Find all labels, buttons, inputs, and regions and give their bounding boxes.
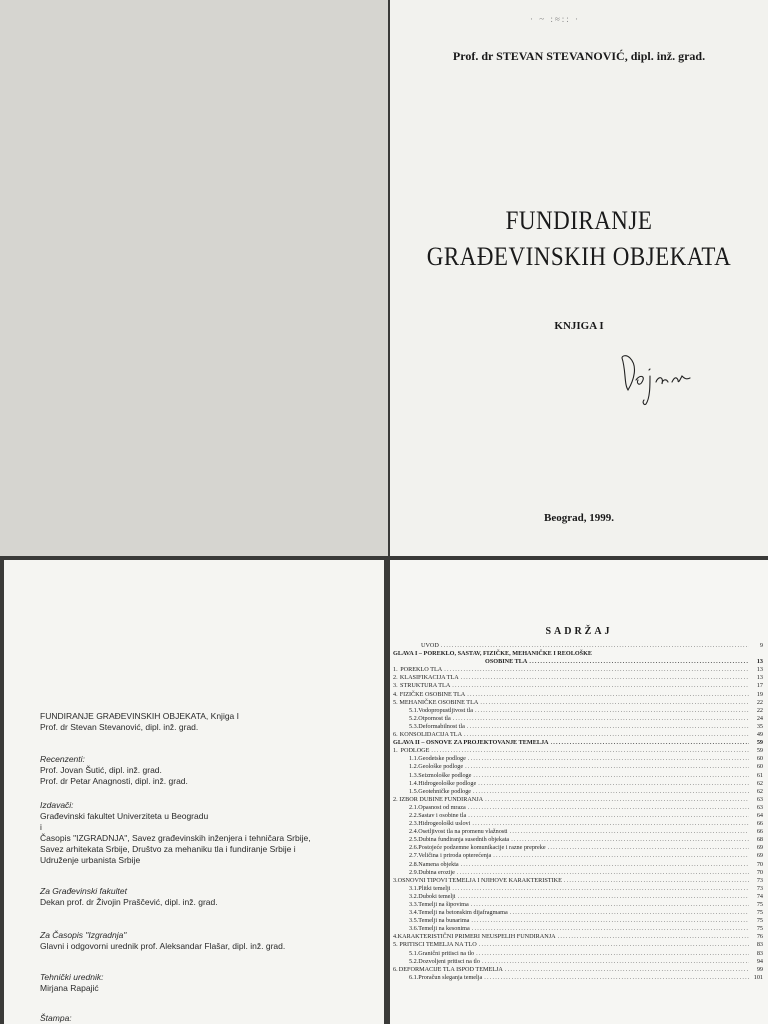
toc-entry-number: 2.4. bbox=[409, 828, 419, 836]
toc-entry bbox=[393, 755, 763, 763]
toc-leader-dots bbox=[476, 950, 749, 958]
toc-entry bbox=[393, 804, 763, 812]
toc-entry bbox=[393, 731, 763, 739]
toc-entry bbox=[393, 966, 763, 974]
toc-entry bbox=[393, 836, 763, 844]
toc-entry-page: 70 bbox=[756, 860, 763, 868]
toc-entry-page: 24 bbox=[756, 714, 763, 722]
toc-entry bbox=[393, 901, 763, 909]
toc-leader-dots bbox=[558, 933, 749, 941]
journal-person: Glavni i odgovorni urednik prof. Aleksandar Flašar, dipl. inž. grad. bbox=[40, 941, 286, 951]
toc-entry-page: 9 bbox=[759, 642, 763, 649]
toc-entry-title: Dozvoljeni pritisci na tlo bbox=[418, 957, 480, 965]
toc-entry-page: 49 bbox=[756, 731, 763, 739]
toc-entry-page: 94 bbox=[756, 957, 763, 965]
toc-entry-page: 59 bbox=[756, 747, 763, 755]
toc-entry-title: Otpornost tla bbox=[418, 714, 451, 722]
toc-entry-page: 99 bbox=[756, 965, 763, 973]
toc-leader-dots bbox=[511, 836, 749, 844]
imprint-journal-block bbox=[40, 930, 370, 952]
toc-entry-page: 60 bbox=[756, 763, 763, 771]
toc-entry bbox=[393, 699, 763, 707]
imprint-author: Prof. dr Stevan Stevanović, dipl. inž. grad. bbox=[40, 722, 199, 732]
toc-entry-number: 4. bbox=[393, 690, 398, 698]
toc-leader-dots bbox=[468, 755, 749, 763]
toc-entry-page: 61 bbox=[756, 771, 763, 779]
toc-leader-dots bbox=[564, 877, 749, 885]
book-title-line1: FUNDIRANJE bbox=[505, 206, 653, 235]
toc-entry-title: OSNOVNI TIPOVI TEMELJA I NJIHOVE KARAKTERISTIKE bbox=[397, 876, 562, 884]
imprint-faculty-block bbox=[40, 886, 370, 908]
toc-entry-page: 35 bbox=[756, 722, 763, 730]
toc-entry-title: Postojeće podzemne komunikacije i razne prepreke bbox=[418, 844, 546, 852]
toc-entry bbox=[393, 950, 763, 958]
toc-entry-number: 5.2. bbox=[409, 957, 419, 965]
toc-entry bbox=[393, 812, 763, 820]
reviewer-2: Prof. dr Petar Anagnosti, dipl. inž. grad. bbox=[40, 776, 188, 786]
toc-leader-dots bbox=[467, 723, 749, 731]
toc-entry-number: 6. bbox=[393, 965, 398, 973]
toc-entry-number: 2.7. bbox=[409, 852, 419, 860]
toc-entry bbox=[393, 852, 763, 860]
toc-entry-page: 17 bbox=[756, 682, 763, 690]
toc-entry bbox=[393, 674, 763, 682]
toc-entry-number: 5. bbox=[393, 941, 398, 949]
toc-entry-page: 63 bbox=[756, 795, 763, 803]
toc-entry-title: Dubina erozije bbox=[418, 868, 455, 876]
toc-leader-dots bbox=[529, 658, 749, 666]
toc-entry-number: 2.2. bbox=[409, 811, 419, 819]
toc-entry-page: 22 bbox=[756, 698, 763, 706]
toc-entry-number: 5.2. bbox=[409, 714, 419, 722]
toc-leader-dots bbox=[458, 893, 749, 901]
toc-entry-page: 13 bbox=[756, 666, 763, 674]
toc-entry-number: 5.1. bbox=[409, 706, 419, 714]
toc-entry bbox=[393, 974, 763, 982]
toc-leader-dots bbox=[484, 974, 749, 982]
toc-entry-page: 83 bbox=[756, 949, 763, 957]
toc-entry bbox=[393, 844, 763, 852]
place-year: Beograd, 1999. bbox=[544, 512, 614, 524]
toc-entry-title: Deformabilnost tla bbox=[418, 722, 465, 730]
toc-leader-dots bbox=[464, 731, 749, 739]
toc-leader-dots bbox=[485, 796, 749, 804]
toc-entry bbox=[393, 828, 763, 836]
toc-entry-title: GLAVA I – POREKLO, SASTAV, FIZIČKE, MEHANIČKE I REOLOŠKE bbox=[393, 650, 593, 658]
toc-leader-dots bbox=[453, 715, 749, 723]
toc-entry-title: Osetljivost tla na promenu vlažnosti bbox=[418, 828, 508, 836]
toc-leader-dots bbox=[461, 674, 749, 682]
toc-leader-dots bbox=[452, 682, 749, 690]
toc-entry-title: Plitki temelji bbox=[418, 884, 451, 892]
toc-entry bbox=[393, 861, 763, 869]
toc-entry-page: 73 bbox=[756, 876, 763, 884]
toc-entry-title: Dubina fundiranja susednih objekata bbox=[418, 836, 510, 844]
toc-entry-title: FIZIČKE OSOBINE TLA bbox=[399, 690, 466, 698]
toc-entry-page: 74 bbox=[756, 892, 763, 900]
toc-entry-number: 3. bbox=[393, 876, 398, 884]
toc-entry-number: 1.1. bbox=[409, 755, 419, 763]
toc-entry bbox=[393, 909, 763, 917]
toc-entry bbox=[393, 691, 763, 699]
toc-leader-dots bbox=[465, 763, 749, 771]
toc-entry-number: 5.3. bbox=[409, 722, 419, 730]
toc-entry-page: 83 bbox=[756, 941, 763, 949]
toc-leader-dots bbox=[457, 869, 749, 877]
toc-entry-title: OSOBINE TLA bbox=[485, 658, 528, 666]
toc-leader-dots bbox=[467, 691, 749, 699]
toc-entry-title: Temelji na bunarima bbox=[418, 917, 470, 925]
toc-entry bbox=[393, 658, 763, 666]
publisher-2a: Časopis "IZGRADNJA", Savez građevinskih inženjera i tehničara Srbije, bbox=[40, 833, 311, 843]
journal-label: Za Časopis "Izgradnja" bbox=[40, 930, 127, 940]
toc-entry-number: 1. bbox=[393, 747, 398, 755]
toc-entry-title: PRITISCI TEMELJA NA TLO bbox=[399, 941, 477, 949]
toc-entry-page: 62 bbox=[756, 779, 763, 787]
toc-entry-title: DEFORMACIJE TLA ISPOD TEMELJA bbox=[398, 965, 503, 973]
toc-entry-title: Geotehničke podloge bbox=[418, 787, 472, 795]
toc-entry-title: Seizmološke podloge bbox=[418, 771, 472, 779]
toc-entry-title: Granični pritisci na tlo bbox=[418, 949, 475, 957]
author-line: Prof. dr STEVAN STEVANOVIĆ, dipl. inž. grad. bbox=[452, 49, 706, 63]
toc-entry-number: 1. bbox=[393, 666, 398, 674]
toc-entry-page: 66 bbox=[756, 820, 763, 828]
toc-entry-page: 75 bbox=[756, 909, 763, 917]
toc-entry bbox=[393, 715, 763, 723]
toc-leader-dots bbox=[493, 852, 749, 860]
book-title-line2: GRAĐEVINSKIH OBJEKATA bbox=[426, 242, 732, 271]
toc-entry-title: Geodetske podloge bbox=[418, 755, 466, 763]
toc-entry-title: IZBOR DUBINE FUNDIRANJA bbox=[399, 795, 484, 803]
toc-leader-dots bbox=[480, 699, 749, 707]
toc-entry-page: 59 bbox=[756, 739, 763, 747]
toc-entry-page: 13 bbox=[756, 658, 763, 666]
tech-editor: Mirjana Rapajić bbox=[40, 983, 99, 993]
toc-heading: SADRŽAJ bbox=[545, 626, 613, 637]
toc-leader-dots bbox=[468, 812, 749, 820]
toc-entry-page: 60 bbox=[756, 755, 763, 763]
imprint-tech-block bbox=[40, 972, 370, 994]
toc-leader-dots bbox=[505, 966, 749, 974]
toc-leader-dots bbox=[473, 788, 749, 796]
toc-entry bbox=[393, 933, 763, 941]
toc-entry bbox=[393, 723, 763, 731]
publisher-2c: Udruženje urbanista Srbije bbox=[40, 855, 141, 865]
toc-entry-title: Temelji na kesonima bbox=[418, 925, 470, 933]
toc-entry bbox=[393, 869, 763, 877]
toc-entry-title: Vodopropustljivost tla bbox=[418, 706, 473, 714]
toc-entry bbox=[393, 796, 763, 804]
toc-leader-dots bbox=[471, 901, 749, 909]
toc-entry bbox=[393, 893, 763, 901]
toc-entry-number: 4. bbox=[393, 933, 398, 941]
reviewer-1: Prof. Jovan Šutić, dipl. inž. grad. bbox=[40, 765, 162, 775]
toc-entry-number: 2.8. bbox=[409, 860, 419, 868]
toc-entry bbox=[393, 917, 763, 925]
toc-entry-title: UVOD bbox=[421, 642, 439, 649]
toc-entry-page: 22 bbox=[756, 706, 763, 714]
toc-entry bbox=[393, 707, 763, 715]
title-page bbox=[390, 0, 768, 556]
toc-entry bbox=[393, 763, 763, 771]
toc-leader-dots bbox=[551, 739, 749, 747]
toc-entry-page: 64 bbox=[756, 811, 763, 819]
toc-entry bbox=[393, 958, 763, 966]
toc-leader-dots bbox=[468, 804, 749, 812]
toc-entry-page: 69 bbox=[756, 852, 763, 860]
toc-entry-title: Temelji na betonskim dijafragmama bbox=[418, 909, 508, 917]
toc-entry bbox=[393, 650, 763, 658]
toc-entry-title: Temelji na šipovima bbox=[418, 901, 469, 908]
toc-entry-number: 3.2. bbox=[409, 892, 419, 900]
toc-entry-page: 75 bbox=[756, 901, 763, 908]
faculty-person: Dekan prof. dr Živojin Praščević, dipl. inž. grad. bbox=[40, 897, 218, 907]
toc-entry-page: 62 bbox=[756, 787, 763, 795]
toc-entry-page: 63 bbox=[756, 803, 763, 811]
toc-entry-number: 3.4. bbox=[409, 909, 419, 917]
toc-leader-dots bbox=[444, 666, 749, 674]
volume-label: KNJIGA I bbox=[554, 320, 604, 332]
toc-entry-page: 66 bbox=[756, 828, 763, 836]
toc-entry bbox=[393, 885, 763, 893]
toc-entry-title: PODLOGE bbox=[400, 747, 430, 755]
toc-entry-title: GLAVA II – OSNOVE ZA PROJEKTOVANJE TEMELJA bbox=[393, 739, 549, 747]
toc-leader-dots bbox=[452, 885, 749, 893]
toc-entry-number: 2.5. bbox=[409, 836, 419, 844]
toc-entry-number: 2. bbox=[393, 674, 398, 682]
toc-entry-title: KONSOLIDACIJA TLA bbox=[399, 731, 463, 739]
toc-entry-title: Proračun sleganja temelja bbox=[418, 973, 483, 981]
toc-entry-title: POREKLO TLA bbox=[400, 666, 443, 674]
publisher-1: Građevinski fakultet Univerziteta u Beogradu bbox=[40, 811, 209, 821]
toc-entry-title: STRUKTURA TLA bbox=[400, 682, 451, 690]
toc-entry-number: 2.3. bbox=[409, 820, 419, 828]
toc-entry-title: Duboki temelji bbox=[418, 892, 456, 900]
toc-leader-dots bbox=[482, 958, 749, 966]
toc-entry-number: 3. bbox=[393, 682, 398, 690]
toc-entry-number: 2. bbox=[393, 795, 398, 803]
tech-editor-label: Tehnički urednik: bbox=[40, 972, 104, 982]
toc-entry-number: 3.1. bbox=[409, 884, 419, 892]
publisher-and: i bbox=[40, 822, 42, 832]
imprint-reviewers-block bbox=[40, 754, 370, 787]
toc-entry-number: 5.1. bbox=[409, 949, 419, 957]
toc-entry-number: 6.1. bbox=[409, 973, 419, 981]
toc-leader-dots bbox=[475, 707, 749, 715]
imprint-page bbox=[4, 560, 384, 1024]
toc-leader-dots bbox=[441, 642, 749, 650]
toc-entry-number: 3.6. bbox=[409, 925, 419, 933]
publishers-label: Izdavači: bbox=[40, 800, 74, 810]
toc-entry-title: Opasnost od mraza bbox=[418, 803, 466, 811]
toc-entry-title: Veličina i priroda opterećenja bbox=[418, 852, 492, 860]
toc-entry bbox=[393, 788, 763, 796]
toc-leader-dots bbox=[478, 780, 749, 788]
toc-entry-title: Geološke podloge bbox=[418, 763, 464, 771]
toc-entry-page: 69 bbox=[756, 844, 763, 852]
toc-entry-page: 19 bbox=[756, 690, 763, 698]
toc-entry-number: 1.2. bbox=[409, 763, 419, 771]
toc-leader-dots bbox=[471, 917, 749, 925]
print-label: Štampa: bbox=[40, 1013, 72, 1023]
toc-entry bbox=[393, 820, 763, 828]
toc-entry bbox=[393, 747, 763, 755]
handwritten-signature bbox=[616, 350, 696, 410]
toc-entry-title: Namena objekta bbox=[418, 860, 459, 868]
toc-leader-dots bbox=[510, 828, 749, 836]
toc-entry-page: 68 bbox=[756, 836, 763, 844]
toc-leader-dots bbox=[461, 861, 749, 869]
faculty-label: Za Građevinski fakultet bbox=[40, 886, 127, 896]
toc-leader-dots bbox=[472, 820, 749, 828]
toc-entry-number: 1.4. bbox=[409, 779, 419, 787]
toc-entry-number: 2.9. bbox=[409, 868, 419, 876]
toc-entry-title: Hidrogeološki uslovi bbox=[418, 820, 471, 828]
toc-entry-title: KARAKTERISTIČNI PRIMERI NEUSPELIH FUNDIRANJA bbox=[397, 933, 556, 941]
toc-entry-number: 2.6. bbox=[409, 844, 419, 852]
toc-entry bbox=[393, 780, 763, 788]
imprint-book-block bbox=[40, 711, 370, 733]
publisher-2b: Savez arhitekata Srbije, Društvo za mehaniku tla i fundiranje Srbije i bbox=[40, 844, 296, 854]
imprint-book-title: FUNDIRANJE GRAĐEVINSKIH OBJEKATA, Knjiga I bbox=[40, 711, 240, 721]
toc-entry-page: 75 bbox=[756, 917, 763, 925]
reviewers-label: Recenzenti: bbox=[40, 754, 85, 764]
toc-entry bbox=[393, 739, 763, 747]
toc-leader-dots bbox=[548, 844, 749, 852]
pencil-scribble: · ~ :≈:: · bbox=[530, 14, 581, 24]
toc-entry bbox=[393, 666, 763, 674]
toc-entry bbox=[393, 642, 763, 650]
toc-entry-number: 5. bbox=[393, 698, 398, 706]
toc-entry-number: 3.5. bbox=[409, 917, 419, 925]
toc-entry bbox=[393, 941, 763, 949]
toc-entry-title: Sastav i osobine tla bbox=[418, 811, 467, 819]
toc-entry-page: 101 bbox=[753, 973, 763, 981]
toc-entry-title: KLASIFIKACIJA TLA bbox=[399, 674, 459, 682]
toc-entry-number: 6. bbox=[393, 731, 398, 739]
imprint-publishers-block bbox=[40, 800, 370, 866]
toc-leader-dots bbox=[431, 747, 749, 755]
toc-entry-number: 1.3. bbox=[409, 771, 419, 779]
toc-list bbox=[393, 642, 763, 982]
toc-entry bbox=[393, 772, 763, 780]
toc-entry-page: 76 bbox=[756, 933, 763, 941]
toc-leader-dots bbox=[479, 941, 749, 949]
toc-entry bbox=[393, 682, 763, 690]
toc-entry bbox=[393, 877, 763, 885]
toc-leader-dots bbox=[510, 909, 749, 917]
toc-entry-page: 73 bbox=[756, 884, 763, 892]
toc-entry-page: 70 bbox=[756, 868, 763, 876]
toc-entry-number: 1.5. bbox=[409, 787, 419, 795]
toc-entry-page: 75 bbox=[756, 925, 763, 933]
toc-entry-title: Hidrogeološke podloge bbox=[418, 779, 477, 787]
toc-leader-dots bbox=[473, 772, 749, 780]
toc-entry-number: 2.1. bbox=[409, 803, 419, 811]
toc-entry-number: 3.3. bbox=[409, 901, 419, 908]
blank-page bbox=[0, 0, 388, 556]
toc-entry-title: MEHANIČKE OSOBINE TLA bbox=[399, 698, 479, 706]
imprint-print-block bbox=[40, 1013, 370, 1024]
toc-entry-page: 13 bbox=[756, 674, 763, 682]
